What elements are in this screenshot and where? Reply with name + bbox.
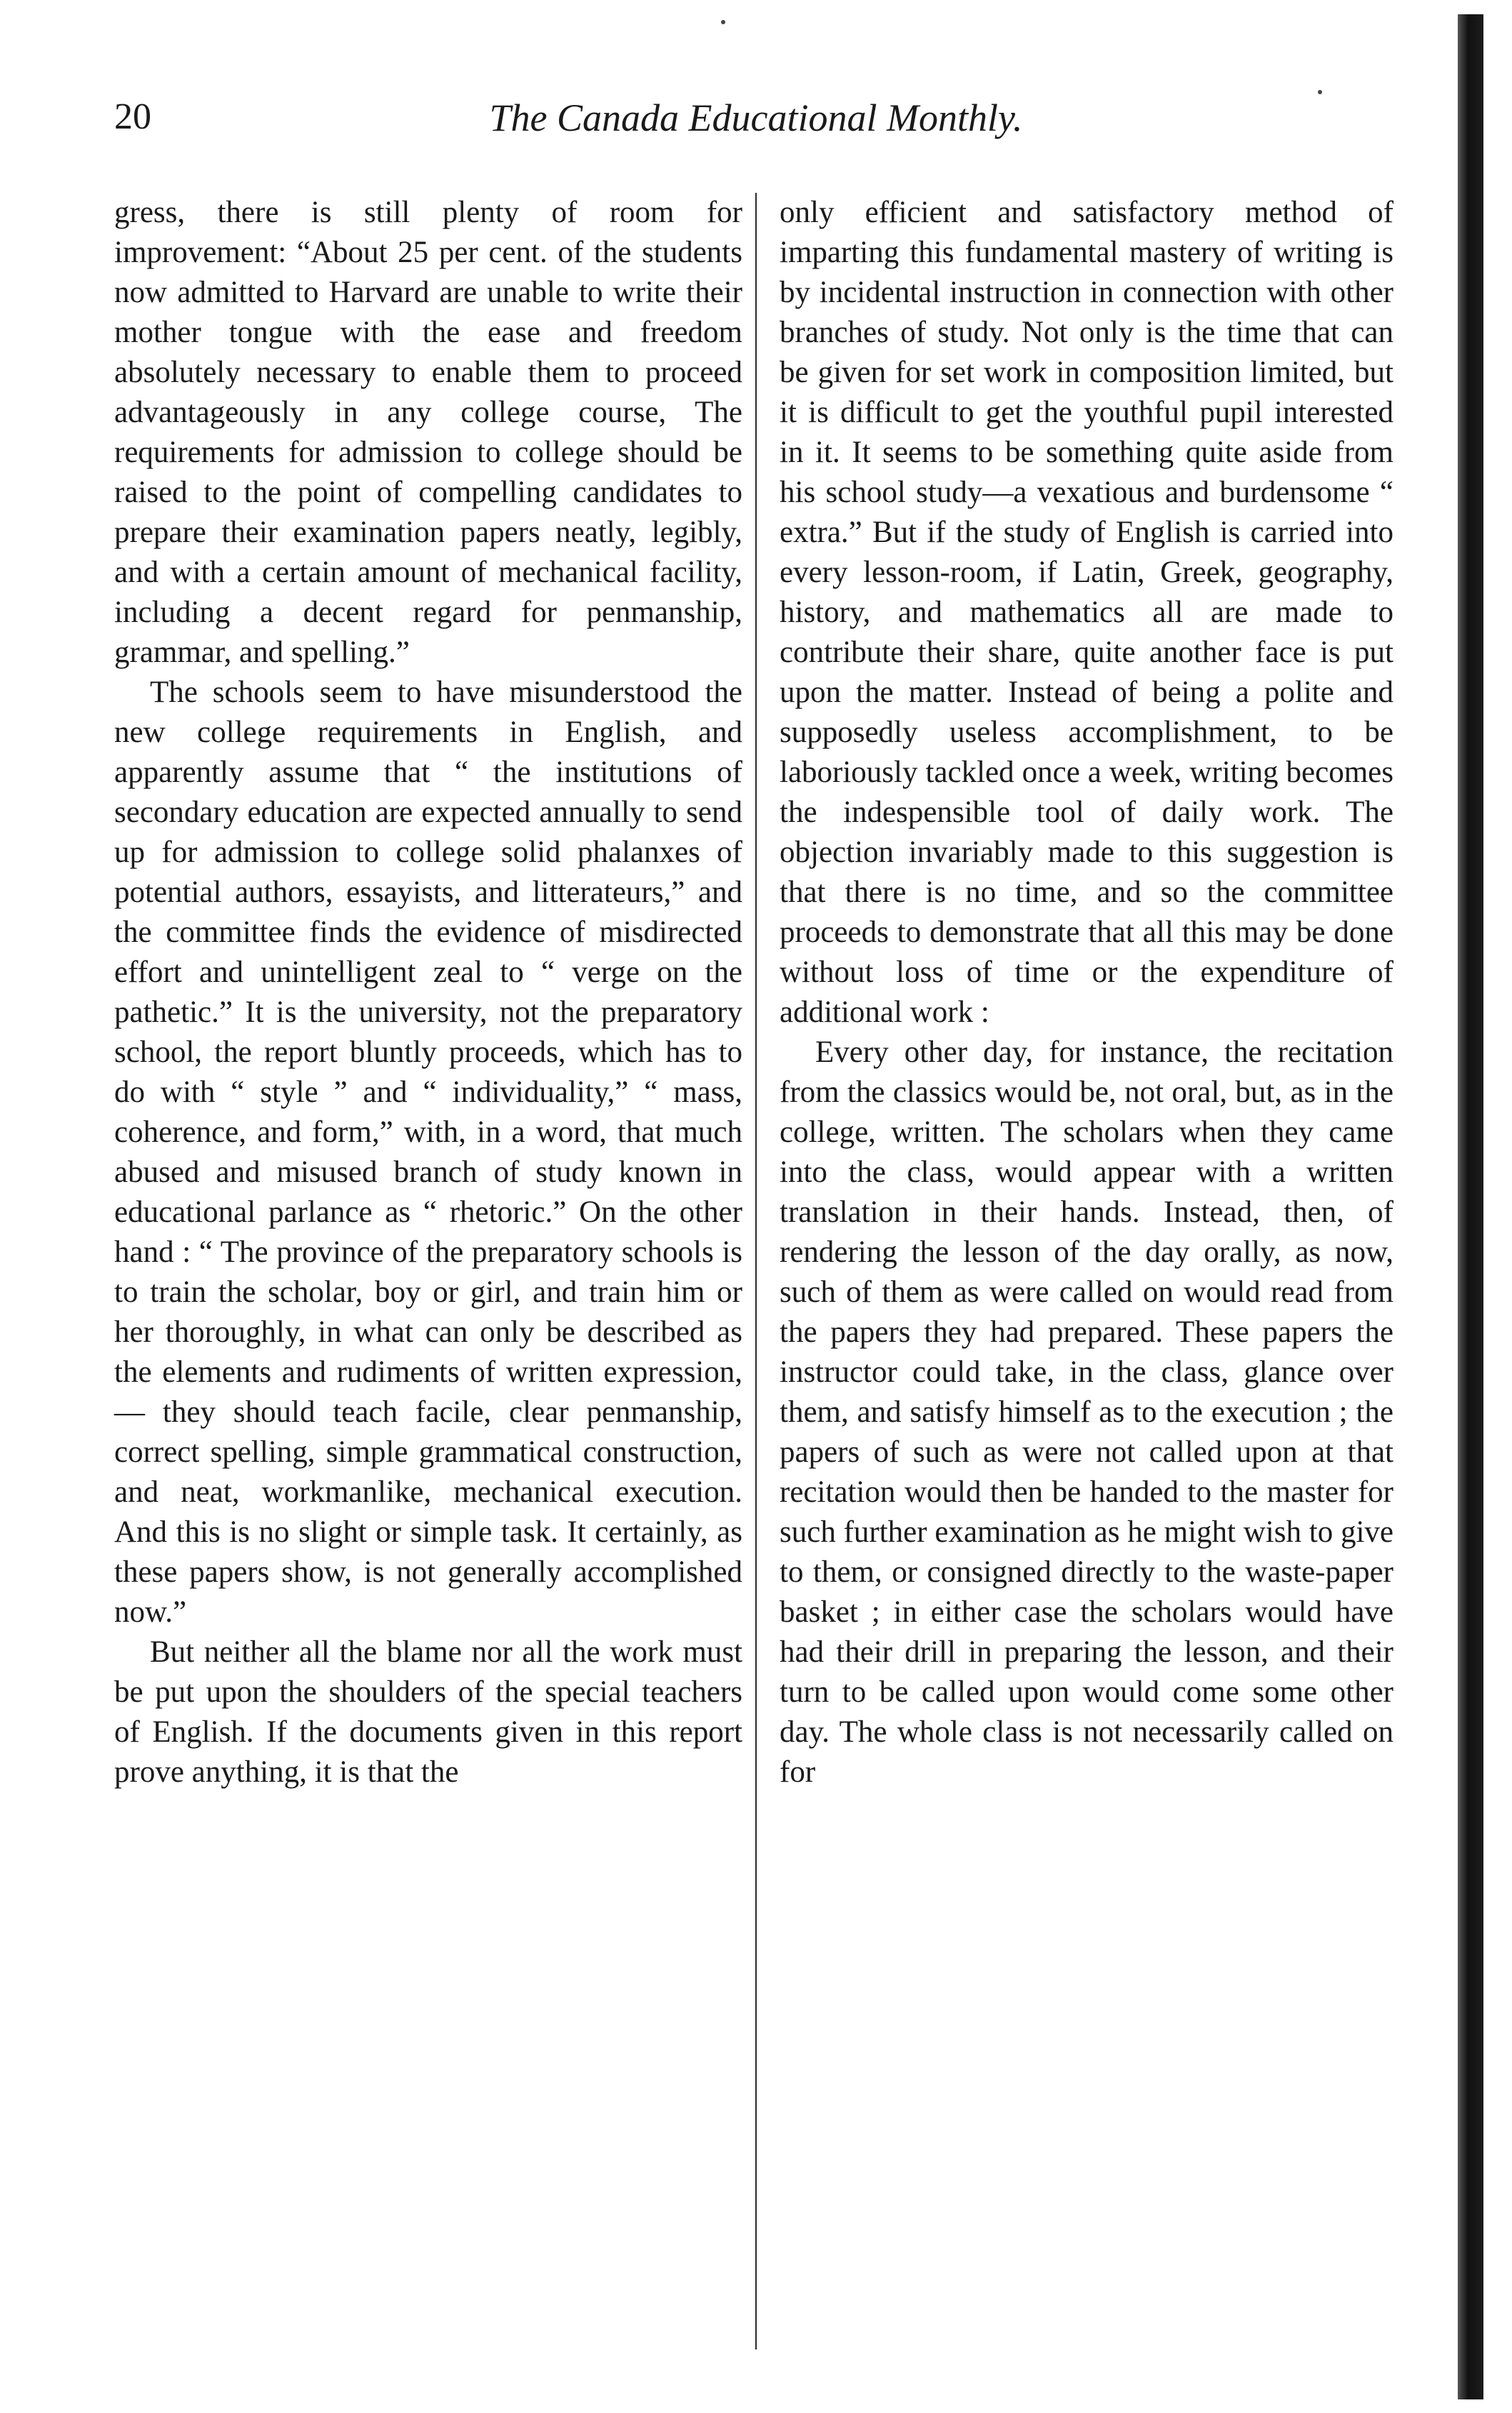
page-number: 20 <box>114 96 151 137</box>
right-column <box>780 193 1393 1792</box>
scan-edge-shadow <box>1458 14 1483 2399</box>
left-column <box>114 193 742 1792</box>
paragraph: But neither all the blame nor all the work must be put upon the shoulders of the special teachers of English. If the documents given in this report prove anything, it is that the <box>114 1635 742 1789</box>
paragraph: Every other day, for instance, the recitation from the classics would be, not oral, but, as in the college, written. The scholars when they came into the class, would appear with a written translation in their hands. Instead, then, of rendering the lesson of the day orally, as now, such of them as were called on would read from the papers they had prepared. These papers the instructor could take, in the class, glance over them, and satisfy himself as to the execution ; the papers of such as were not called upon at that recitation would then be handed to the master for such further examination as he might wish to give to them, or consigned directly to the waste-paper basket ; in either case the scholars would have had their drill in preparing the lesson, and their turn to be called upon would come some other day. The whole class is not necessarily called on for <box>780 1035 1393 1789</box>
paragraph: only efficient and satisfactory method of imparting this fundamental mastery of writing is by incidental instruction in connection with other branches of study. Not only is the time that can be given for set work in composition limited, but it is difficult to get the youthful pupil interested in it. It seems to be something quite aside from his school study—a vexatious and burdensome “ extra.” But if the study of English is carried into every lesson-room, if Latin, Greek, geography, history, and mathematics all are made to contribute their share, quite another face is put upon the matter. Instead of being a polite and supposedly useless accomplishment, to be laboriously tackled once a week, writing becomes the indespensible tool of daily work. The objection invariably made to this suggestion is that there is no time, and so the committee proceeds to demonstrate that all this may be done without loss of time or the expenditure of additional work : <box>780 196 1393 1029</box>
paragraph: The schools seem to have misunderstood the new college requirements in English, and apparently assume that “ the institutions of secondary education are expected annually to send up for admission to college solid phalanxes of potential authors, essayists, and litterateurs,” and the committee finds the evidence of misdirected effort and unintelligent zeal to “ verge on the pathetic.” It is the university, not the preparatory school, the report bluntly proceeds, which has to do with “ style ” and “ individuality,” “ mass, coherence, and form,” with, in a word, that much abused and misused branch of study known in educational parlance as “ rhetoric.” On the other hand : “ The province of the preparatory schools is to train the scholar, boy or girl, and train him or her thoroughly, in what can only be described as the elements and rudiments of written expression,— they should teach facile, clear penmanship, correct spelling, simple grammatical construction, and neat, workmanlike, mechanical execution. And this is no slight or simple task. It certainly, as these papers show, is not generally accomplished now.” <box>114 676 742 1629</box>
running-title: The Canada Educational Monthly. <box>489 96 1023 139</box>
column-divider <box>755 193 757 2349</box>
scan-speck <box>721 20 725 24</box>
scan-speck <box>1318 90 1322 94</box>
paragraph: gress, there is still plenty of room for improvement: “About 25 per cent. of the students now admitted to Harvard are unable to write their mother tongue with the ease and freedom absolutely necessary to enable them to proceed advantageously in any college course, The requirements for admission to college should be raised to the point of compelling candidates to prepare their examination papers neatly, legibly, and with a certain amount of mechanical facility, including a decent regard for penmanship, grammar, and spelling.” <box>114 196 742 669</box>
